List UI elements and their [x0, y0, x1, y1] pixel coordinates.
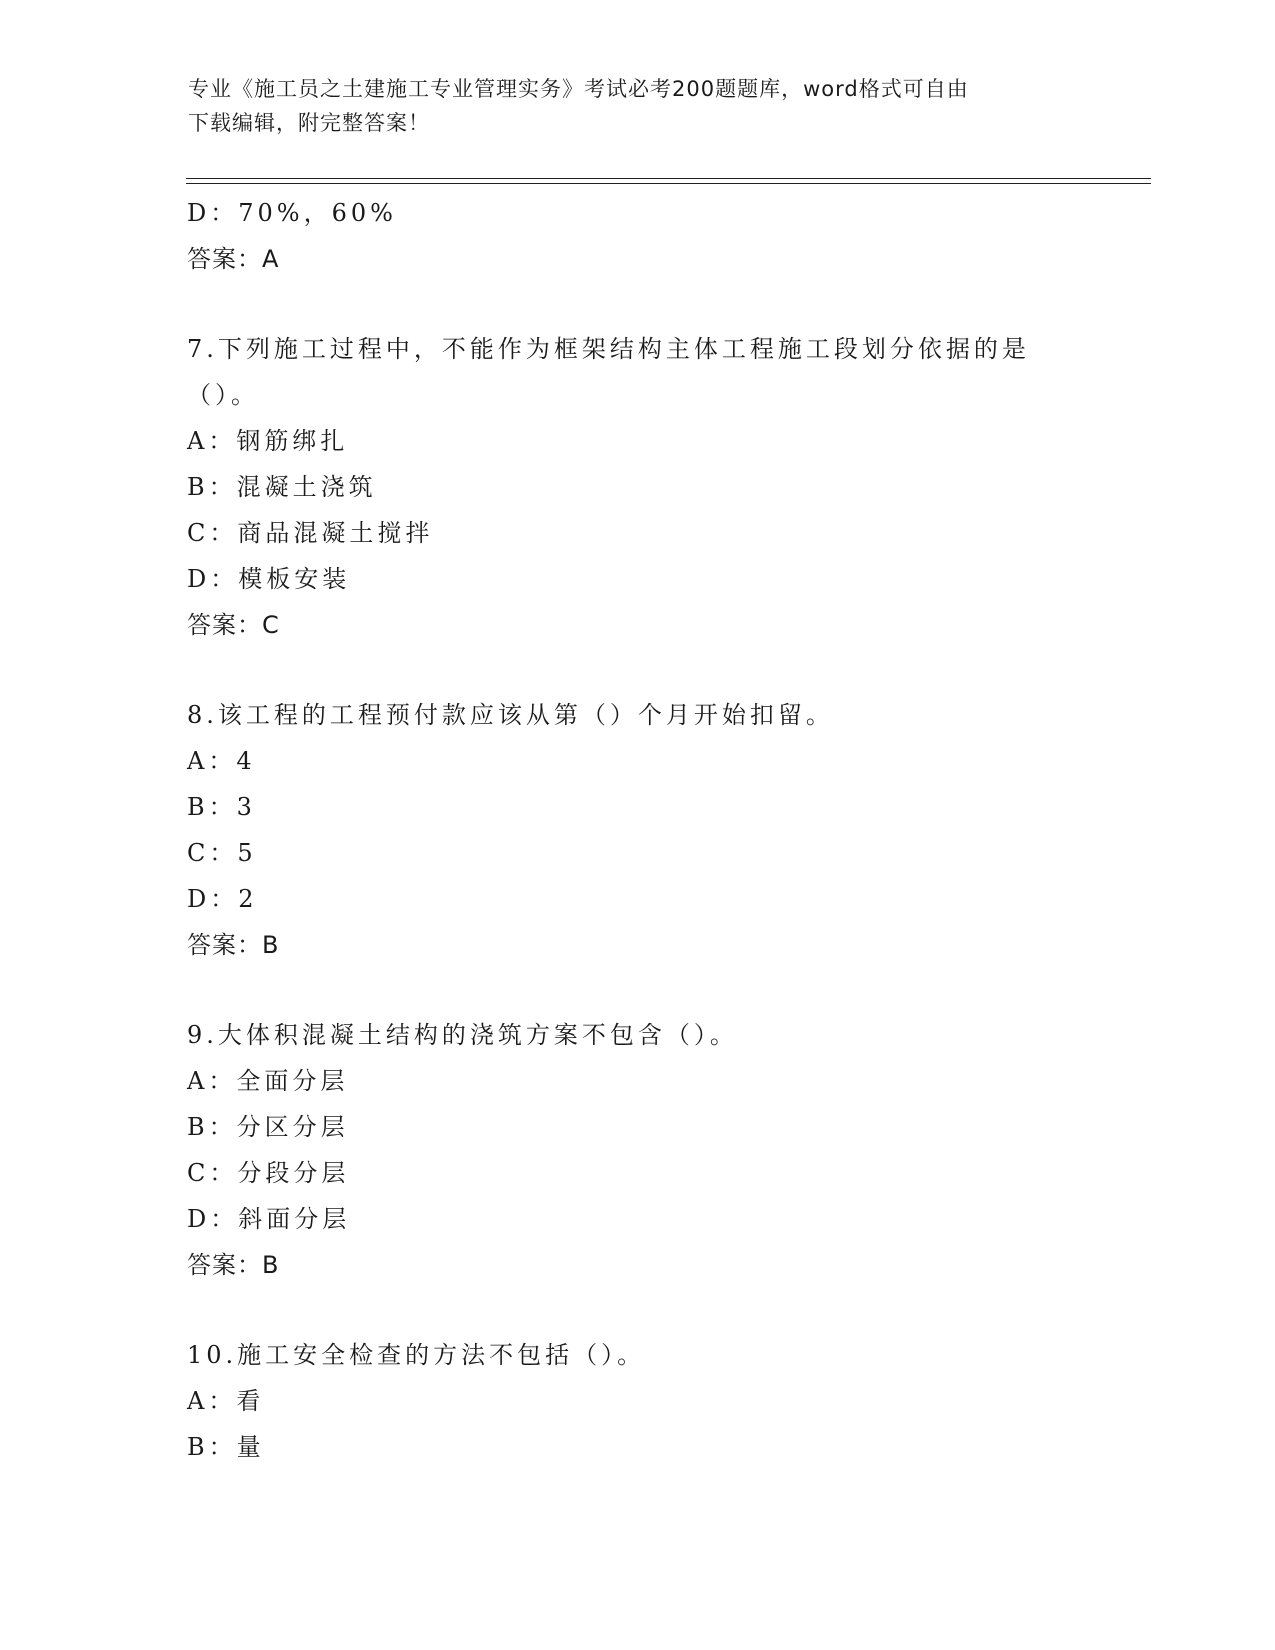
option-c: C：商品混凝土搅拌	[187, 519, 434, 547]
option-a: A：4	[187, 747, 256, 775]
option-c: C：分段分层	[187, 1159, 350, 1187]
answer: 答案：C	[187, 611, 280, 639]
option-d: D：2	[187, 885, 258, 913]
option-a: A：全面分层	[187, 1067, 349, 1095]
option-c: C：5	[187, 839, 257, 867]
answer: 答案：B	[187, 1251, 280, 1279]
header-divider-top	[186, 178, 1151, 179]
document-header	[188, 72, 1088, 140]
question-content	[187, 190, 1147, 1470]
question-8	[187, 692, 1147, 968]
option-b: B：分区分层	[187, 1113, 349, 1141]
option-d: D：模板安装	[187, 565, 351, 593]
prev-option-d: D：70%，60%	[187, 199, 397, 227]
option-d: D：斜面分层	[187, 1205, 351, 1233]
question-stem: 10.施工安全检查的方法不包括（）。	[187, 1341, 646, 1369]
question-9	[187, 1012, 1147, 1288]
question-7	[187, 326, 1147, 648]
question-stem: 7.下列施工过程中，不能作为框架结构主体工程施工段划分依据的是	[187, 335, 1030, 363]
option-b: B：混凝土浇筑	[187, 473, 377, 501]
header-divider-bottom	[186, 183, 1151, 184]
header-line-2: 下载编辑，附完整答案！	[188, 111, 430, 135]
question-stem: 9.大体积混凝土结构的浇筑方案不包含（）。	[187, 1021, 738, 1049]
question-stem-continued: （）。	[187, 381, 259, 409]
option-b: B：量	[187, 1433, 265, 1461]
prev-answer: 答案：A	[187, 245, 280, 273]
option-a: A：钢筋绑扎	[187, 427, 349, 455]
question-stem: 8.该工程的工程预付款应该从第（）个月开始扣留。	[187, 701, 834, 729]
option-a: A：看	[187, 1387, 265, 1415]
option-b: B：3	[187, 793, 256, 821]
header-line-1: 专业《施工员之土建施工专业管理实务》考试必考200题题库，word格式可自由	[188, 77, 969, 101]
question-10	[187, 1332, 1147, 1470]
answer: 答案：B	[187, 931, 280, 959]
